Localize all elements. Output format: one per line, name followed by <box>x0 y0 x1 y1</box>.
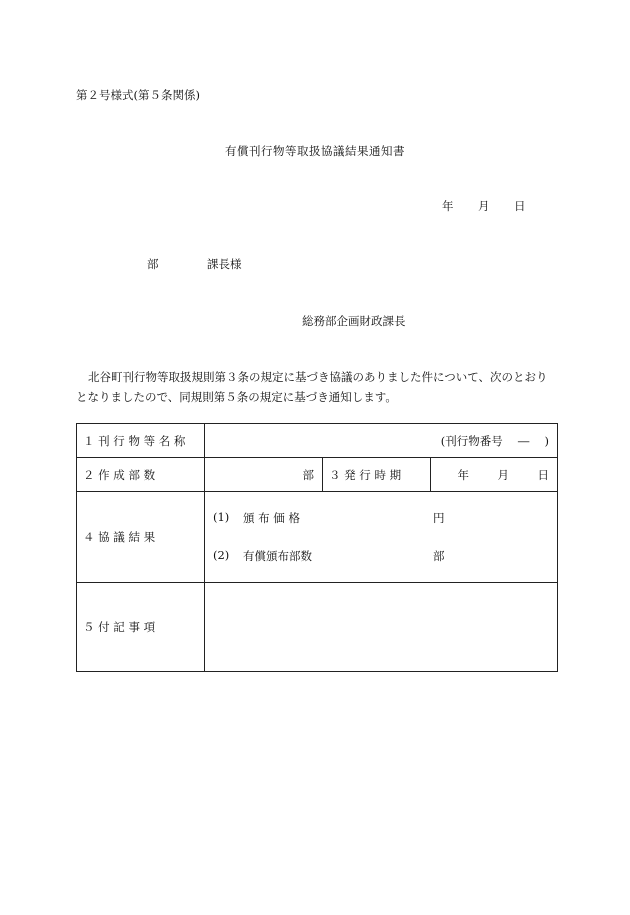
issue-month: 月 <box>497 467 510 482</box>
date-line <box>442 198 526 214</box>
sender-name: 総務部企画財政課長 <box>302 314 406 328</box>
result-label: ４ 協 議 結 果 <box>77 492 205 583</box>
issue-day: 日 <box>537 467 550 482</box>
document-title: 有償刊行物等取扱協議結果通知書 <box>225 144 405 158</box>
form-number-label: 第２号様式(第５条関係) <box>76 88 200 102</box>
publication-name-label: １ 刊 行 物 等 名 称 <box>77 424 205 458</box>
notes-cell <box>205 583 558 672</box>
copies-unit: 部 <box>205 458 323 492</box>
price-line <box>205 510 557 526</box>
issue-date-label: ３ 発 行 時 期 <box>323 458 431 492</box>
date-year: 年 <box>442 199 454 213</box>
price-number: (1) <box>213 510 230 524</box>
issue-year: 年 <box>457 467 470 482</box>
form-table <box>76 423 558 672</box>
recipient-section: 課長様 <box>207 257 242 271</box>
recipient-department: 部 <box>147 257 159 271</box>
copies-label: ２ 作 成 部 数 <box>77 458 205 492</box>
paid-copies-line <box>205 548 557 564</box>
table-row <box>77 492 558 583</box>
paid-copies-label: 有償頒布部数 <box>243 549 312 563</box>
recipient-line <box>147 256 242 272</box>
result-cell <box>205 492 558 583</box>
table-row <box>77 458 558 492</box>
issue-date-cell <box>431 458 558 492</box>
notes-label: ５ 付 記 事 項 <box>77 583 205 672</box>
body-text: 北谷町刊行物等取扱規則第３条の規定に基づき協議のありました件について、次のとおりとなりましたので、同規則第５条の規定に基づき通知します。 <box>76 370 548 404</box>
date-day: 日 <box>514 199 526 213</box>
date-month: 月 <box>478 199 490 213</box>
price-unit: 円 <box>433 511 445 525</box>
table-row <box>77 583 558 672</box>
paid-copies-unit: 部 <box>433 549 445 563</box>
publication-number-cell: (刊行物番号 ― ) <box>205 424 558 458</box>
paid-copies-number: (2) <box>213 548 230 562</box>
table-row <box>77 424 558 458</box>
price-label: 頒 布 価 格 <box>243 511 300 525</box>
